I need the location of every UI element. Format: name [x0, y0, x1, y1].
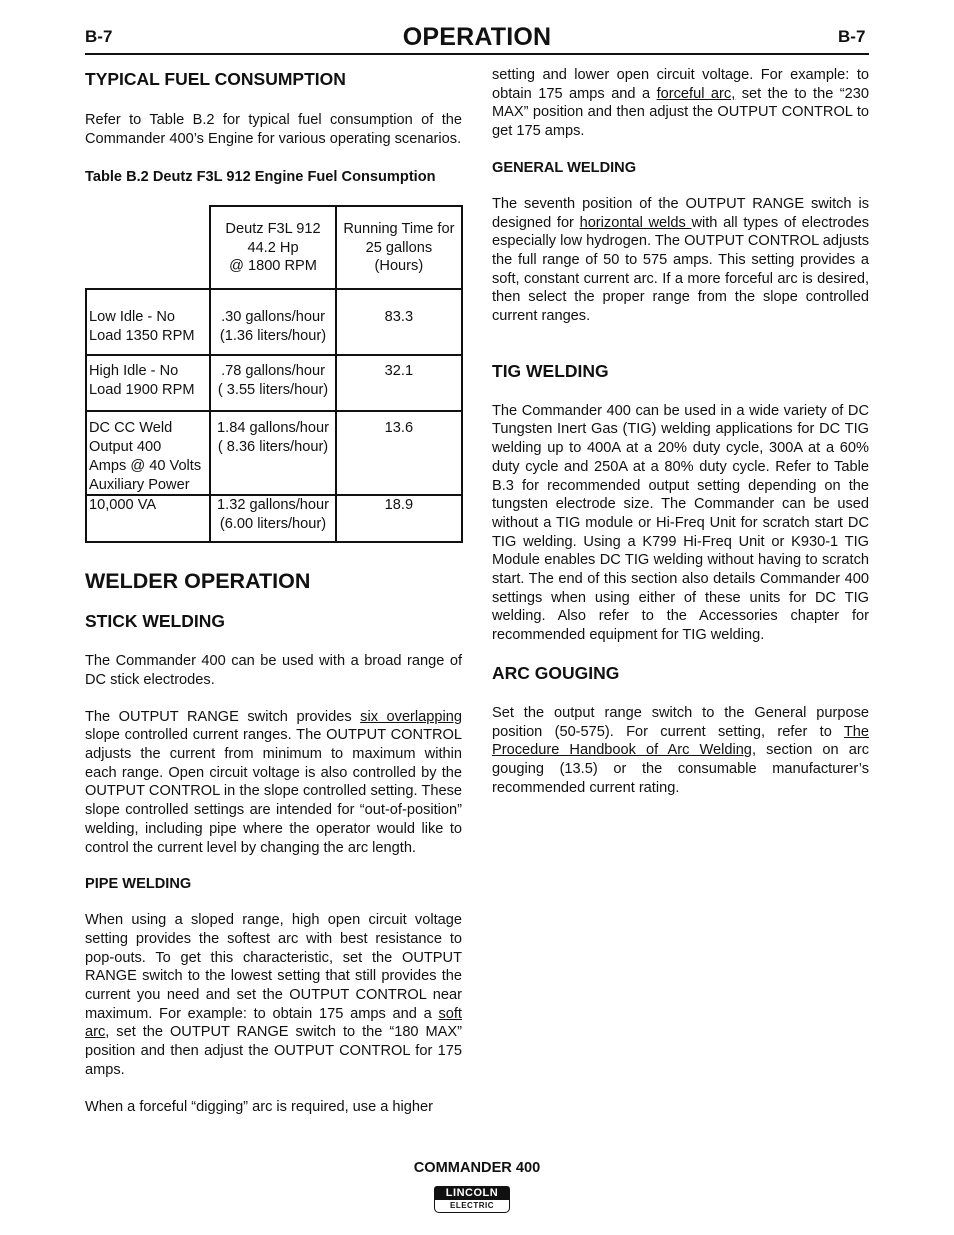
row-time: 13.6: [336, 411, 462, 495]
row-time: 83.3: [336, 289, 462, 355]
row-fuel: .78 gallons/hour ( 3.55 liters/hour): [210, 355, 336, 411]
logo-top: LINCOLN: [434, 1186, 510, 1200]
table-row: [86, 289, 462, 355]
tig-heading: TIG WELDING: [492, 360, 609, 381]
fuel-intro: Refer to Table B.2 for typical fuel consumption of the Commander 400’s Engine for various operating scenarios.: [85, 112, 462, 147]
pipe-paragraph-1: When using a sloped range, high open circuit voltage setting provides the softest arc with best resistance to pop-outs. To get this characteristic, set the OUTPUT RANGE switch to the lowest setting that still provides the current you need and set the OUTPUT CONTROL near maximum. For example: to obtain 175 amps and a soft arc, set the OUTPUT RANGE switch to the “180 MAX” position and then adjust the OUTPUT CONTROL for 175 amps.: [85, 912, 462, 1078]
arc-heading: ARC GOUGING: [492, 662, 620, 683]
lincoln-electric-logo: [434, 1186, 510, 1214]
stick-paragraph-1: The Commander 400 can be used with a broad range of DC stick electrodes.: [85, 653, 462, 688]
stick-heading: STICK WELDING: [85, 611, 225, 632]
pipe-paragraph-2: When a forceful “digging” arc is required, use a higher: [85, 1098, 433, 1115]
table-row: [86, 411, 462, 495]
table-row: [86, 355, 462, 411]
arc-paragraph: Set the output range switch to the General purpose position (50-575). For current setting, refer to The Procedure Handbook of Arc Welding, section on arc gouging (13.5) or the consumable manufacturer’s recommended current rating.: [492, 704, 869, 796]
registered-mark: ®: [503, 1187, 508, 1193]
row-label: Low Idle - No Load 1350 RPM: [86, 289, 210, 355]
table-row: [86, 495, 462, 542]
general-heading: GENERAL WELDING: [492, 159, 637, 176]
row-fuel: 1.84 gallons/hour ( 8.36 liters/hour): [210, 411, 336, 495]
engine-header: Deutz F3L 912 44.2 Hp @ 1800 RPM: [210, 206, 336, 289]
general-paragraph: The seventh position of the OUTPUT RANGE switch is designed for horizontal welds with all types of electrodes especially low hydrogen. The OUTPUT CONTROL adjusts the full range of 50 to 575 amps. This setting provides a soft, constant current arc. If a more forceful arc is desired, then select the proper range from the slope controlled current ranges.: [492, 195, 869, 325]
row-fuel: .30 gallons/hour (1.36 liters/hour): [210, 289, 336, 355]
table-corner: [86, 206, 210, 289]
page-code-right: B-7: [838, 27, 866, 46]
row-time: 32.1: [336, 355, 462, 411]
row-fuel: 1.32 gallons/hour (6.00 liters/hour): [210, 495, 336, 542]
welder-heading: WELDER OPERATION: [85, 569, 311, 594]
row-label: High Idle - No Load 1900 RPM: [86, 355, 210, 411]
fuel-heading: TYPICAL FUEL CONSUMPTION: [85, 69, 346, 89]
logo-bottom: ELECTRIC: [434, 1200, 510, 1213]
footer-product-name: COMMANDER 400: [413, 1160, 541, 1176]
right-column: [492, 66, 869, 797]
row-label: DC CC Weld Output 400 Amps @ 40 Volts Auxiliary Power: [86, 411, 210, 495]
page-title: OPERATION: [402, 23, 552, 51]
page-code-left: B-7: [85, 27, 113, 46]
stick-paragraph-2: The OUTPUT RANGE switch provides six overlapping slope controlled current ranges. The OUTPUT CONTROL adjusts the current from minimum to maximum within each range. Open circuit voltage is also controlled by the OUTPUT CONTROL in the slope controlled setting. These slope controlled settings are intended for “out-of-position” welding, including pipe where the operator would like to control the current level by changing the arc length.: [85, 708, 462, 856]
fuel-table: [85, 205, 463, 543]
continued-paragraph: setting and lower open circuit voltage. For example: to obtain 175 amps and a forceful arc, set the to the “230 MAX” position and then adjust the OUTPUT CONTROL to get 175 amps.: [492, 67, 869, 140]
pipe-heading: PIPE WELDING: [85, 876, 192, 893]
table-caption: Table B.2 Deutz F3L 912 Engine Fuel Consumption: [85, 169, 436, 186]
table-header-row: [86, 206, 462, 289]
runtime-header: Running Time for 25 gallons (Hours): [336, 206, 462, 289]
row-label: 10,000 VA: [86, 495, 210, 542]
tig-paragraph: The Commander 400 can be used in a wide variety of DC Tungsten Inert Gas (TIG) welding applications for DC TIG welding up to 400A at a 20% duty cycle, 300A at a 60% duty cycle and 250A at a 80% duty cycle. Refer to Table B.3 for recommended output setting depending on the tungsten electrode size. The Commander can be used without a TIG module or Hi-Freq Unit for scratch start DC TIG welding. Using a K799 Hi-Freq Unit or K930-1 TIG Module enables DC TIG welding without having to scratch start. The end of this section also details Commander 400 settings when using either of these units for DC TIG welding. Also refer to the Accessories chapter for recommended equipment for TIG welding.: [492, 402, 869, 644]
left-column: [85, 66, 462, 1116]
header-rule: [85, 53, 869, 55]
row-time: 18.9: [336, 495, 462, 542]
